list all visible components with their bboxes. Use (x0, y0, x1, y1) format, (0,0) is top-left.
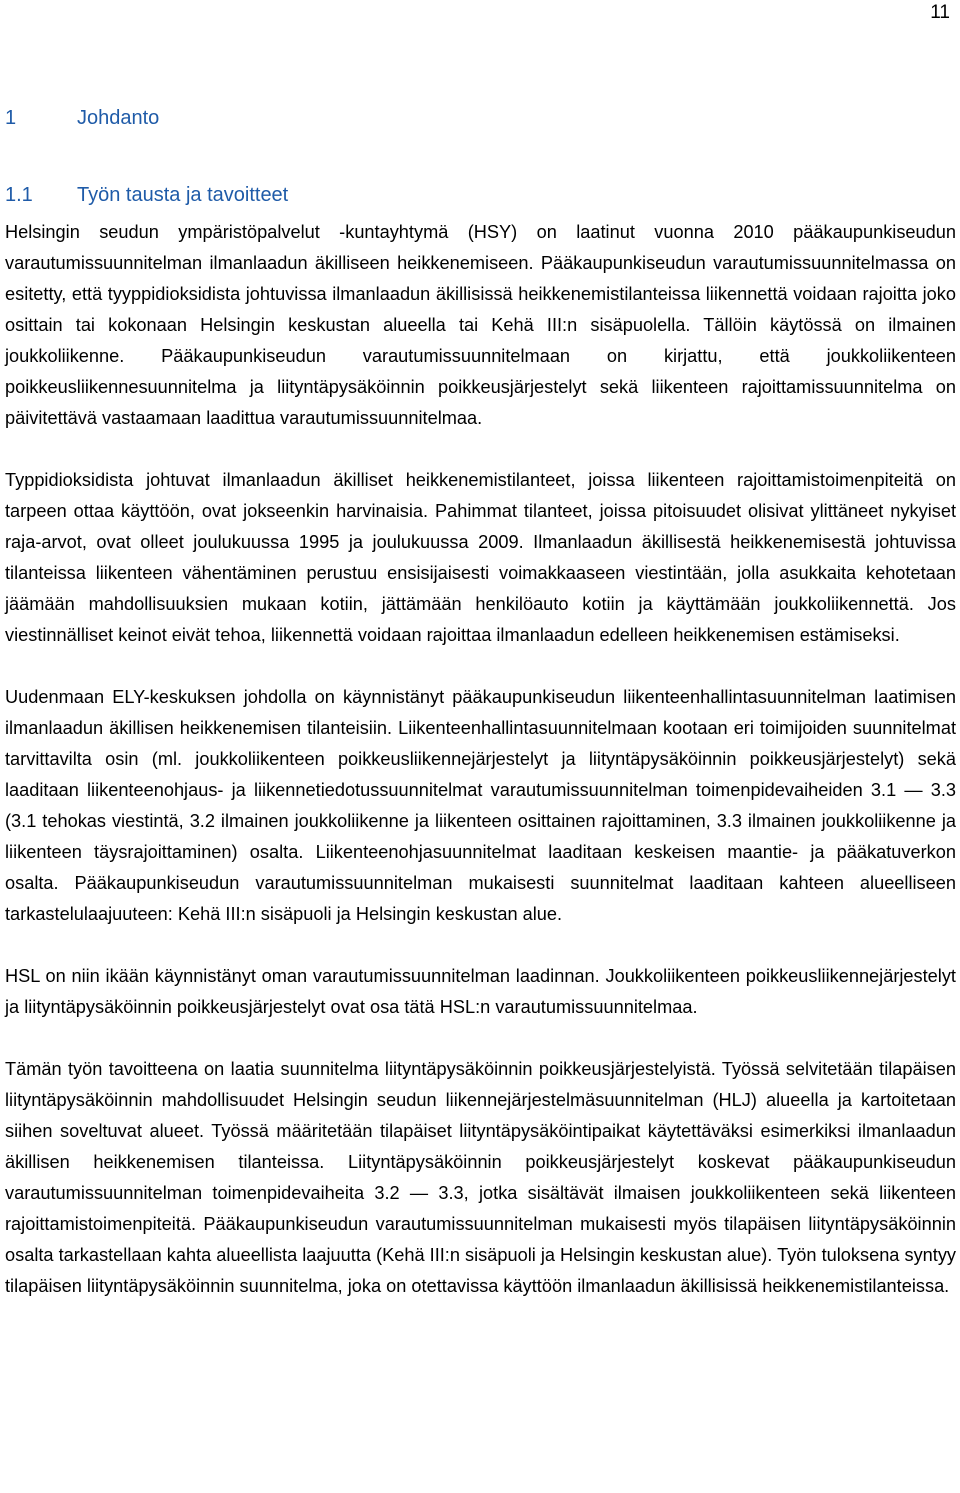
paragraph-hsl-plan: HSL on niin ikään käynnistänyt oman varautumissuunnitelman laadinnan. Joukkoliikenteen poikkeusliikennejärjestelyt ja liityntäpysäköinnin poikkeusjärjestelyt ovat osa tätä HSL:n varautumissuunnitelmaa. (5, 966, 956, 1017)
body-text (5, 217, 956, 1302)
section-heading (5, 183, 288, 207)
section-number: 1.1 (5, 184, 33, 206)
paragraph-objectives: Tämän työn tavoitteena on laatia suunnitelma liityntäpysäköinnin poikkeusjärjestelyistä. Työssä selvitetään tilapäisen liityntäpysäköinnin mahdollisuudet Helsingin seudun liikennejärjestelmäsuunnitelman (HLJ) alueella ja kartoitetaan siihen soveltuvat alueet. Työssä määritetään tilapäiset liityntäpysäköintipaikat käytettäväksi esimerkiksi ilmanlaadun äkillisen heikkenemisen tilanteissa. Liityntäpysäköinnin poikkeusjärjestelyt koskevat pääkaupunkiseudun varautumissuunnitelman toimenpidevaiheita 3.2 — 3.3, jotka sisältävät ilmaisen joukkoliikenteen sekä liikenteen rajoittamistoimenpiteitä. Pääkaupunkiseudun varautumissuunnitelman mukaisesti myös tilapäisen liityntäpysäköinnin osalta tarkastellaan kahta alueellista laajuutta (Kehä III:n sisäpuoli ja Helsingin keskustan alue). Työn tuloksena syntyy tilapäisen liityntäpysäköinnin suunnitelma, joka on otettavissa käyttöön ilmanlaadun äkillisissä heikkenemistilanteissa. (5, 1059, 957, 1296)
chapter-heading (5, 106, 159, 130)
paragraph-ely-plan: Uudenmaan ELY-keskuksen johdolla on käynnistänyt pääkaupunkiseudun liikenteenhallintasuunnitelman laatimisen ilmanlaadun äkillisen heikkenemisen tilanteisiin. Liikenteenhallintasuunnitelmaan kootaan eri toimijoiden suunnitelmat tarvittavilta osin (ml. joukkoliikenteen poikkeusliikennejärjestelyt ja liityntäpysäköinnin poikkeusjärjestelyt) sekä laaditaan liikenteenohjaus- ja liikennetiedotussuunnitelmat varautumissuunnitelman toimenpidevaiheiden 3.1 — 3.3 (3.1 tehokas viestintä, 3.2 ilmainen joukkoliikenne ja liikenteen osittainen rajoittaminen, 3.3 ilmainen joukkoliikenne ja liikenteen täysrajoittaminen) osalta. Liikenteenohjasuunnitelmat laaditaan keskeisen maantie- ja pääkatuverkon osalta. Pääkaupunkiseudun varautumissuunnitelman mukaisesti suunnitelmat laaditaan kahteen alueelliseen tarkastelulaajuuteen: Kehä III:n sisäpuoli ja Helsingin keskustan alue. (5, 687, 956, 924)
paragraph-situations: Typpidioksidista johtuvat ilmanlaadun äkilliset heikkenemistilanteet, joissa liikenteen rajoittamistoimenpiteitä on tarpeen ottaa käyttöön, ovat jokseenkin harvinaisia. Pahimmat tilanteet, joissa pitoisuudet olisivat ylittäneet nykyiset raja-arvot, ovat olleet joulukuussa 1995 ja joulukuussa 2009. Ilmanlaadun äkillisestä heikkenemisestä johtuvissa tilanteissa liikenteen vähentäminen perustuu ensisijaisesti voimakkaaseen viestintään, jolla asukkaita kehotetaan jäämään mahdollisuuksien mukaan kotiin, jättämään henkilöauto kotiin ja käyttämään joukkoliikennettä. Jos viestinnälliset keinot eivät tehoa, liikennettä voidaan rajoittaa ilmanlaadun edelleen heikkenemisen estämiseksi. (5, 470, 956, 645)
chapter-number: 1 (5, 107, 17, 129)
paragraph-background: Helsingin seudun ympäristöpalvelut -kuntayhtymä (HSY) on laatinut vuonna 2010 pääkaupunkiseudun varautumissuunnitelman ilmanlaadun äkilliseen heikkenemiseen. Pääkaupunkiseudun varautumissuunnitelmassa on esitetty, että tyyppidioksidista johtuvissa ilmanlaadun äkillisissä heikkenemistilanteissa liikennettä voidaan rajoitta joko osittain tai kokonaan Helsingin keskustan alueella tai Kehä III:n sisäpuolella. Tällöin käytössä on ilmainen joukkoliikenne. Pääkaupunkiseudun varautumissuunnitelmaan on kirjattu, että joukkoliikenteen poikkeusliikennesuunnitelma ja liityntäpysäköinnin poikkeusjärjestelyt sekä liikenteen rajoittamissuunnitelma on päivitettävä vastaamaan laadittua varautumissuunnitelmaa. (5, 222, 956, 428)
section-title: Työn tausta ja tavoitteet (77, 184, 289, 206)
page-number: 11 (930, 2, 950, 23)
chapter-title: Johdanto (77, 107, 160, 129)
